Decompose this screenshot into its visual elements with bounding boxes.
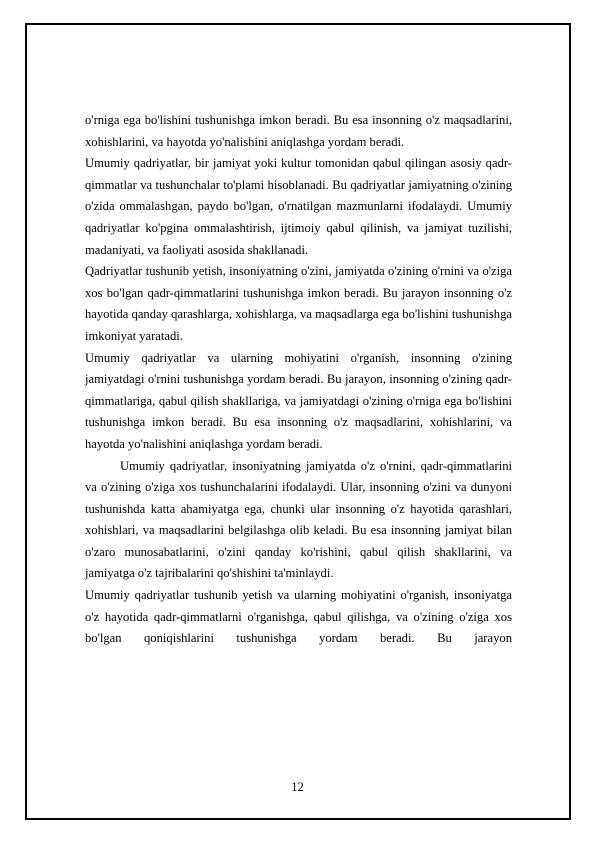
paragraph-qadriyatlar-tushunib-yetish: Qadriyatlar tushunib yetish, insoniyatning o'zini, jamiyatda o'zining o'rnini va o'ziga xos bo'lgan qadr-qimmatlarini tushunishga imkon beradi. Bu jarayon insonning o'z hayotida qanday qarashlarga, xohishlarga, va maqsadlarga ega bo'lishini tushunishga imkoniyat yaratadi. <box>85 264 512 343</box>
paragraph-mohiyatini-organish: Umumiy qadriyatlar va ularning mohiyatini o'rganish, insonning o'zining jamiyatdagi o'rnini tushunishga yordam beradi. Bu jarayon, insonning o'zining qadr-qimmatlariga, qabul qilish shakllariga, va jamiyatdagi o'zining o'rniga ega bo'lishini tushunishga imkon beradi. Bu esa insonning o'z maqsadlarini, xohishlarini, va hayotda yo'nalishini aniqlashga yordam beradi. <box>85 350 512 451</box>
page-number: 12 <box>291 780 304 794</box>
document-body <box>85 110 512 650</box>
paragraph-indented-umumiy-qadriyatlar: Umumiy qadriyatlar, insoniyatning jamiyatda o'z o'rnini, qadr-qimmatlarini va o'zining o'ziga xos tushunchalarini ifodalaydi. Ular, insonning o'zini va dunyoni tushunishda katta ahamiyatga ega, chunki ular insonning o'z hayotida qarashlari, xohishlari, va maqsadlarini belgilashga olib keladi. Bu esa insonning jamiyat bilan o'zaro munosabatlarini, o'zini qanday ko'rishini, qabul qilish shakllarini, va jamiyatga o'z tajribalarini qo'shishini ta'minlaydi. <box>85 458 512 581</box>
paragraph-final-continuing: Umumiy qadriyatlar tushunib yetish va ularning mohiyatini o'rganish, insoniyatga o'z hayotida qadr-qimmatlarni o'rganishga, qabul qilishga, va o'zining o'ziga xos bo'lgan qoniqishlarini tushunishga yordam beradi. Bu jarayon <box>85 588 512 646</box>
paragraph-continuation: o'rniga ega bo'lishini tushunishga imkon beradi. Bu esa insonning o'z maqsadlarini, xohishlarini, va hayotda yo'nalishini aniqlashga yordam beradi. <box>85 113 512 149</box>
paragraph-umumiy-qadriyatlar-definition: Umumiy qadriyatlar, bir jamiyat yoki kultur tomonidan qabul qilingan asosiy qadr-qimmatlar va tushunchalar to'plami hisoblanadi. Bu qadriyatlar jamiyatning o'zining o'zida ommalashgan, paydo bo'lgan, o'rnatilgan mazmunlarni ifodalaydi. Umumiy qadriyatlar ko'pgina ommalashtirish, ijtimoiy qabul qilinish, va jamiyat tuzilishi, madaniyati, va faoliyati asosida shakllanadi. <box>85 156 512 257</box>
